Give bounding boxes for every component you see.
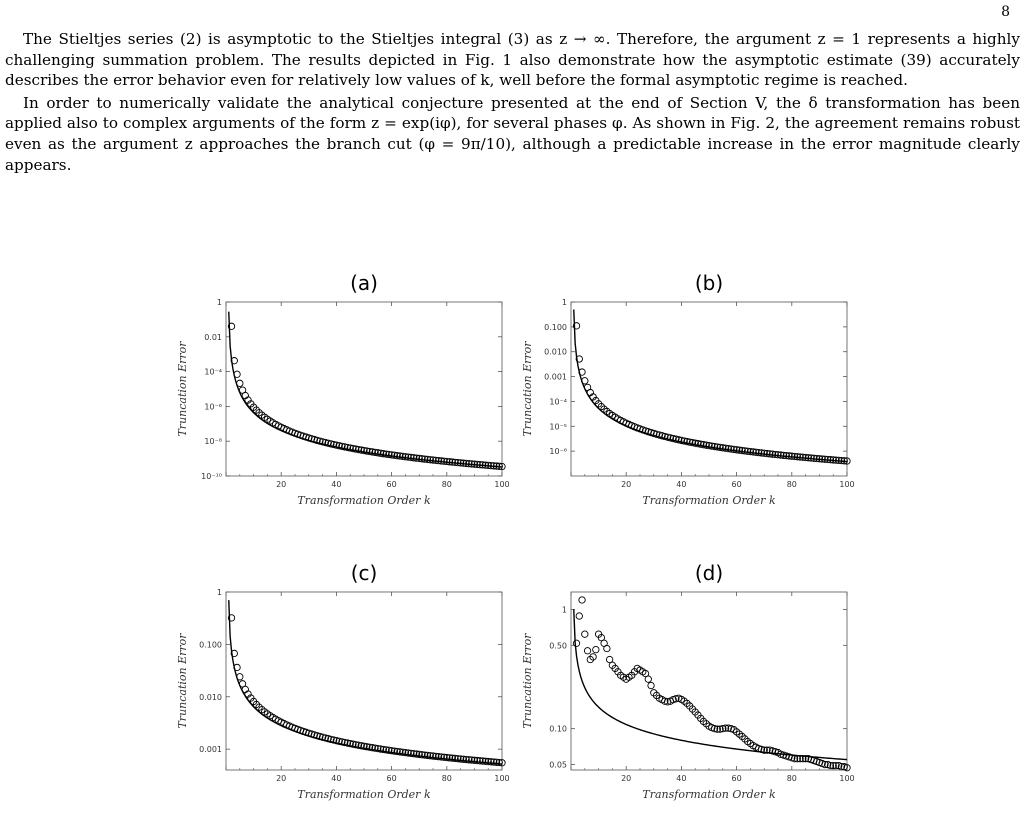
asymptotic-curve <box>574 609 847 759</box>
y-tick-label: 1 <box>216 588 222 597</box>
x-tick-label: 60 <box>731 774 742 783</box>
x-axis-title: Transformation Order k <box>297 494 431 507</box>
data-point <box>582 378 588 384</box>
y-tick-label: 0.01 <box>204 332 222 342</box>
x-tick-label: 80 <box>441 480 452 489</box>
figure-panel-a <box>170 271 515 522</box>
plot-frame <box>571 302 847 476</box>
y-tick-label: 0.010 <box>199 692 222 702</box>
y-axis-title: Truncation Error <box>176 633 189 729</box>
x-tick-label: 40 <box>331 480 342 489</box>
data-point <box>645 676 651 682</box>
chart-d <box>515 560 860 800</box>
y-tick-label: 10⁻⁶ <box>549 447 567 457</box>
x-tick-label: 20 <box>621 480 632 489</box>
y-tick-label: 0.50 <box>549 641 567 651</box>
asymptotic-curve <box>229 312 502 467</box>
paragraph-1: The Stieltjes series (2) is asymptotic to the Stieltjes integral (3) as z → ∞. Therefore, the argument z = 1 represents a highly challenging summation problem. The results depicted in Fig. 1 also demonstrate how the asymptotic estimate (39) accurately describes the error behavior even for relatively low values of k, well before the formal asymptotic regime is reached. <box>5 30 1020 90</box>
chart-title: (d) <box>694 561 724 585</box>
body-text <box>5 29 1020 175</box>
y-axis-title: Truncation Error <box>521 633 534 729</box>
x-tick-label: 60 <box>386 774 397 783</box>
page-number: 8 <box>1001 4 1010 20</box>
x-tick-label: 80 <box>786 774 797 783</box>
y-tick-label: 0.100 <box>199 640 222 650</box>
data-point <box>573 640 579 646</box>
asymptotic-curve <box>229 600 502 764</box>
x-tick-label: 100 <box>494 774 510 783</box>
x-tick-label: 80 <box>441 774 452 783</box>
y-tick-label: 10⁻⁶ <box>204 402 222 412</box>
x-tick-label: 100 <box>839 774 855 783</box>
chart-a <box>170 271 515 522</box>
asymptotic-curve <box>574 309 847 461</box>
data-point <box>576 613 582 619</box>
x-axis-title: Transformation Order k <box>642 494 776 507</box>
x-tick-label: 60 <box>731 480 742 489</box>
figure-panel-b <box>515 271 860 522</box>
x-axis-title: Transformation Order k <box>642 788 776 801</box>
y-axis-title: Truncation Error <box>521 341 534 437</box>
data-point <box>593 646 599 652</box>
data-point <box>234 371 240 377</box>
y-tick-label: 0.001 <box>544 372 567 382</box>
y-tick-label: 0.10 <box>549 724 567 734</box>
data-point <box>648 682 654 688</box>
figure-panel-d <box>515 560 860 800</box>
chart-title: (a) <box>350 271 378 295</box>
data-point <box>582 631 588 637</box>
y-tick-label: 10⁻¹⁰ <box>201 472 222 481</box>
x-tick-label: 20 <box>276 480 287 489</box>
chart-title: (b) <box>694 271 724 295</box>
data-point <box>237 674 243 680</box>
chart-b <box>515 271 860 522</box>
plot-frame <box>571 592 847 770</box>
y-axis-title: Truncation Error <box>176 341 189 437</box>
data-point <box>584 648 590 654</box>
data-point <box>242 686 248 692</box>
x-tick-label: 20 <box>276 774 287 783</box>
figure-panel-c <box>170 560 515 800</box>
y-tick-label: 0.100 <box>544 322 567 332</box>
y-tick-label: 10⁻⁴ <box>549 397 567 407</box>
x-tick-label: 80 <box>786 480 797 489</box>
paragraph-2: In order to numerically validate the analytical conjecture presented at the end of Section V, the δ transformation has been applied also to complex arguments of the form z = exp(iφ), for several phases φ. As shown in Fig. 2, the agreement remains robust even as the argument z approaches the branch cut (φ = 9π/10), although a predictable increase in the error magnitude clearly appears. <box>5 93 1020 174</box>
x-tick-label: 100 <box>494 480 510 489</box>
x-tick-label: 100 <box>839 480 855 489</box>
x-tick-label: 40 <box>676 480 687 489</box>
x-tick-label: 20 <box>621 774 632 783</box>
y-tick-label: 10⁻⁴ <box>204 367 222 377</box>
y-tick-label: 0.010 <box>544 347 567 357</box>
y-tick-label: 0.05 <box>549 760 567 770</box>
y-tick-label: 1 <box>561 298 567 307</box>
data-point <box>604 645 610 651</box>
y-tick-label: 1 <box>216 298 222 307</box>
chart-c <box>170 560 515 800</box>
y-tick-label: 1 <box>561 605 567 615</box>
y-tick-label: 0.001 <box>199 745 222 755</box>
data-point <box>237 380 243 386</box>
x-tick-label: 60 <box>386 480 397 489</box>
x-tick-label: 40 <box>676 774 687 783</box>
y-tick-label: 10⁻⁵ <box>549 422 567 432</box>
data-point <box>579 597 585 603</box>
x-axis-title: Transformation Order k <box>297 788 431 801</box>
chart-title: (c) <box>350 561 378 585</box>
x-tick-label: 40 <box>331 774 342 783</box>
y-tick-label: 10⁻⁸ <box>204 437 222 447</box>
